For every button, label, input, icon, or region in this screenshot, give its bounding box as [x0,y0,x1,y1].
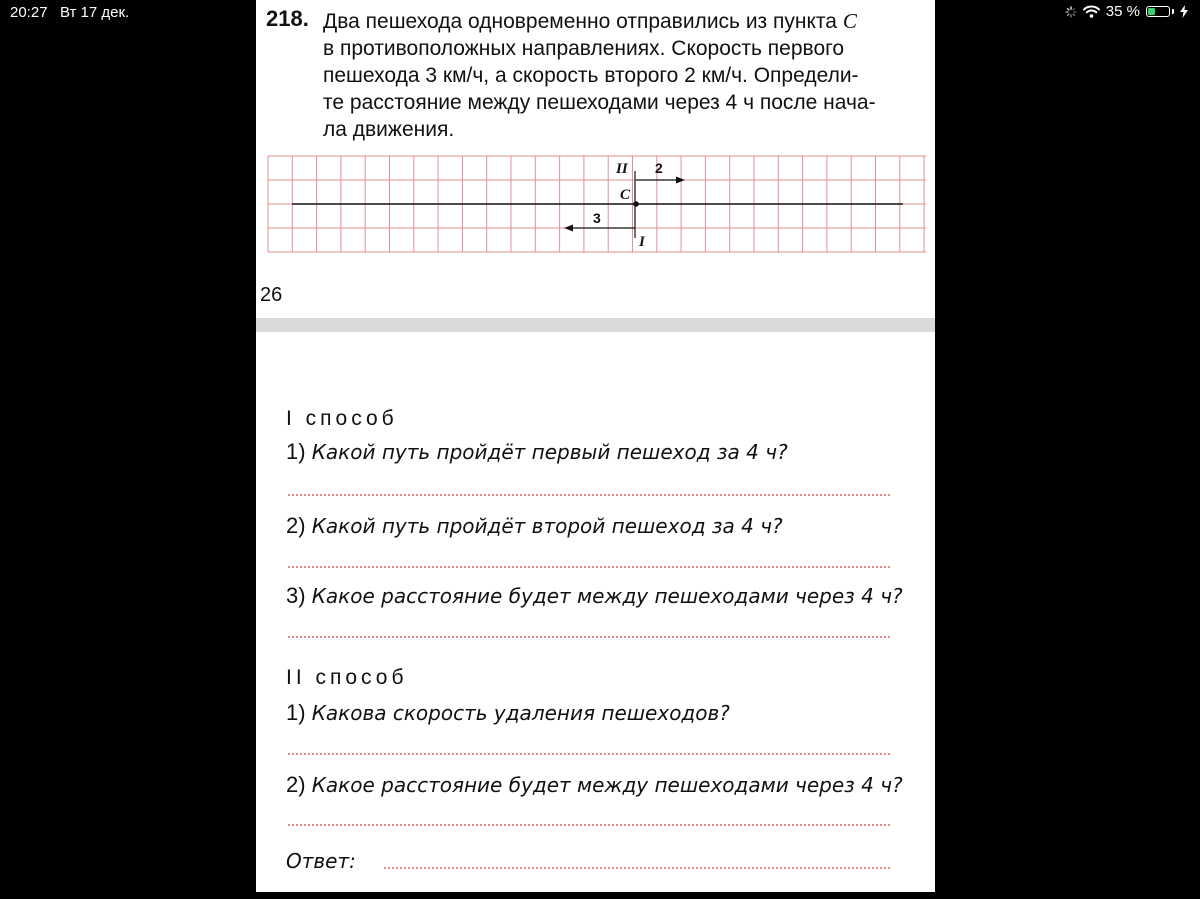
answer-label: Ответ: [286,849,356,873]
question-1-1: 1) Какой путь пройдёт первый пешеход за 4 ч? [286,439,788,464]
workbook-page-bottom [256,332,935,892]
problem-number: 218. [266,6,309,31]
answer-line-2-2[interactable] [288,824,890,826]
problem-statement [323,8,929,143]
loading-icon [1065,6,1077,18]
arrowhead-first [564,225,573,232]
question-2-2: 2) Какое расстояние будет между пешеходами через 4 ч? [286,772,903,797]
problem-line: те расстояние между пешеходами через 4 ч после нача- [323,91,876,114]
status-time: 20:27 [10,4,48,21]
label-second: II [616,161,628,177]
method-2-title: II способ [286,666,408,689]
charging-icon [1180,5,1188,18]
status-date: Вт 17 дек. [60,4,130,21]
battery-level-fill [1148,8,1155,15]
answer-line-1-2[interactable] [288,566,890,568]
point-c-label: C [842,9,857,33]
battery-cap [1172,9,1174,14]
question-2-1: 1) Какова скорость удаления пешеходов? [286,700,730,725]
question-1-2: 2) Какой путь пройдёт второй пешеход за 4 ч? [286,513,783,538]
label-first: I [639,234,645,250]
answer-line-1-3[interactable] [288,636,890,638]
page-separator [256,318,935,332]
status-icons [1065,3,1188,20]
battery-icon [1146,6,1170,17]
problem-line: пешехода 3 км/ч, а скорость второго 2 км/ч. Определи- [323,64,859,87]
answer-line-1-1[interactable] [288,494,890,496]
problem-line: ла движения. [323,118,455,141]
label-point-c: C [620,187,631,203]
speed-second: 2 [655,160,663,176]
arrowhead-second [676,177,685,184]
problem-line: Два пешехода одновременно отправились из пункта C [323,9,857,33]
wifi-icon [1083,5,1100,18]
motion-diagram [266,154,929,254]
question-1-3: 3) Какое расстояние будет между пешеходами через 4 ч? [286,583,903,608]
speed-first: 3 [593,210,601,226]
battery-percent: 35 % [1105,3,1140,20]
answer-line-2-1[interactable] [288,753,890,755]
textbook-page-top [256,0,935,318]
final-answer-line[interactable] [384,867,890,869]
page-number: 26 [260,284,283,306]
point-c-dot [633,201,639,207]
method-1-title: I способ [286,407,398,430]
problem-line: в противоположных направлениях. Скорость первого [323,37,845,60]
